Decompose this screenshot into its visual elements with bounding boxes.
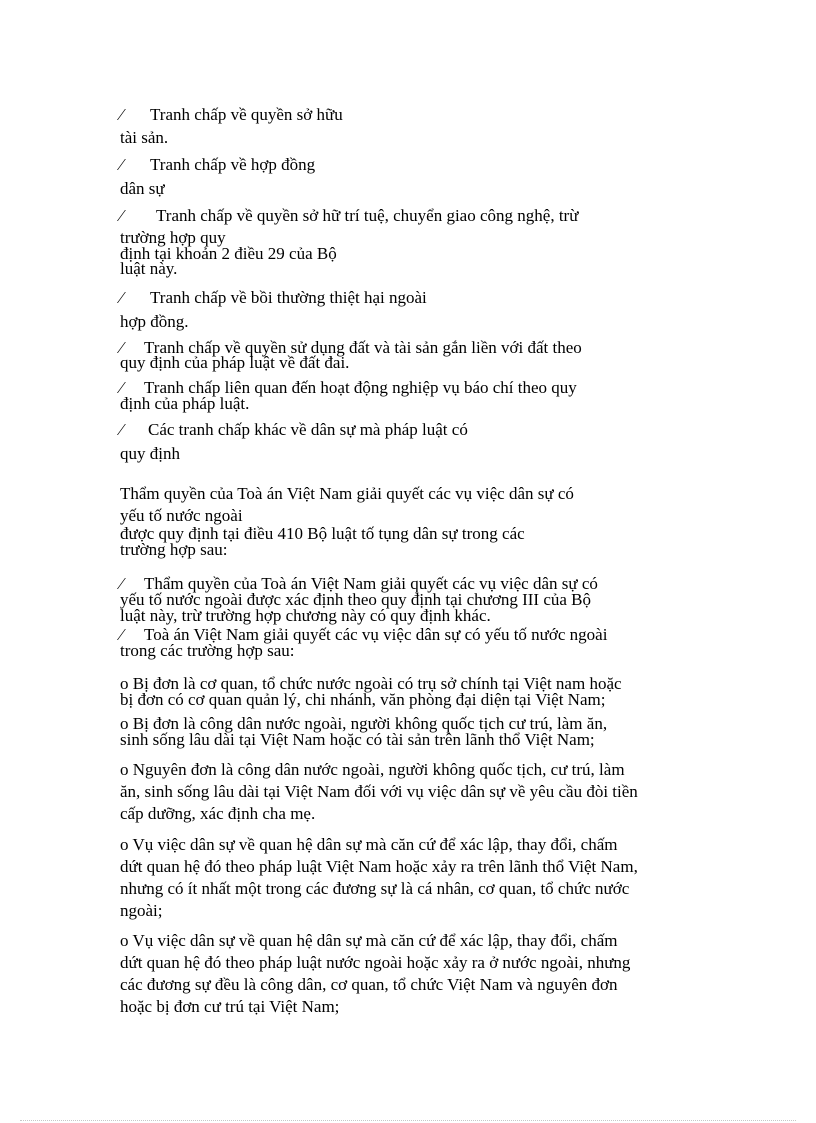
bullet-icon: ⁄ [120, 288, 123, 307]
bullet-icon: ⁄ [120, 338, 123, 357]
case-2-line-2: ăn, sinh sống lâu dài tại Việt Nam đối với vụ việc dân sự về yêu cầu đòi tiền [120, 782, 638, 801]
list-item-0-line-2: tài sản. [120, 128, 169, 147]
case-4-line-4: hoặc bị đơn cư trú tại Việt Nam; [120, 997, 340, 1016]
list-item-1-line-2: dân sự [120, 179, 165, 198]
case-1-line-2: sinh sống lâu dài tại Việt Nam hoặc có tài sản trên lãnh thổ Việt Nam; [120, 730, 595, 749]
jurisdiction-item-0-line-2: yếu tố nước ngoài được xác định theo quy định tại chương III của Bộ [120, 590, 591, 609]
paragraph-jurisdiction-line-4: trường hợp sau: [120, 540, 228, 559]
case-2-line-3: cấp dưỡng, xác định cha mẹ. [120, 804, 316, 823]
bullet-icon: ⁄ [120, 625, 123, 644]
bullet-icon: ⁄ [120, 420, 123, 439]
case-4-line-2: dứt quan hệ đó theo pháp luật nước ngoài hoặc xảy ra ở nước ngoài, nhưng [120, 953, 631, 972]
list-item-4-line-1: ⁄ Tranh chấp về quyền sử dụng đất và tài sản gắn liền với đất theo [120, 338, 582, 357]
list-item-2-line-1: ⁄ Tranh chấp về quyền sở hữ trí tuệ, chuyển giao công nghệ, trừ [120, 206, 579, 225]
case-0-line-1: o Bị đơn là cơ quan, tổ chức nước ngoài có trụ sở chính tại Việt nam hoặc [120, 674, 622, 693]
jurisdiction-item-1-line-2: trong các trường hợp sau: [120, 641, 295, 660]
list-item-6-line-1: ⁄ Các tranh chấp khác về dân sự mà pháp luật có [120, 420, 468, 439]
bullet-icon: ⁄ [120, 155, 123, 174]
bullet-icon: ⁄ [120, 206, 123, 225]
list-item-2-line-4: luật này. [120, 259, 178, 278]
list-item-2-line-3: định tại khoản 2 điều 29 của Bộ [120, 244, 337, 263]
case-3-line-1: o Vụ việc dân sự về quan hệ dân sự mà căn cứ để xác lập, thay đổi, chấm [120, 835, 618, 854]
bullet-icon: ⁄ [120, 105, 123, 124]
case-3-line-4: ngoài; [120, 901, 163, 920]
list-item-6-line-2: quy định [120, 444, 180, 463]
list-item-5-line-2: định của pháp luật. [120, 394, 250, 413]
jurisdiction-item-0-line-1: ⁄ Thẩm quyền của Toà án Việt Nam giải quyết các vụ việc dân sự có [120, 574, 598, 593]
page-bottom-divider [20, 1120, 796, 1121]
bullet-icon: ⁄ [120, 378, 123, 397]
list-item-1-line-1: ⁄ Tranh chấp về hợp đồng [120, 155, 316, 174]
list-item-3-line-2: hợp đồng. [120, 312, 189, 331]
paragraph-jurisdiction-line-2: yếu tố nước ngoài [120, 506, 243, 525]
paragraph-jurisdiction-line-3: được quy định tại điều 410 Bộ luật tố tụng dân sự trong các [120, 524, 525, 543]
case-4-line-1: o Vụ việc dân sự về quan hệ dân sự mà căn cứ để xác lập, thay đổi, chấm [120, 931, 618, 950]
list-item-4-line-2: quy định của pháp luật về đất đai. [120, 353, 350, 372]
case-0-line-2: bị đơn có cơ quan quản lý, chi nhánh, văn phòng đại diện tại Việt Nam; [120, 690, 606, 709]
list-item-5-line-1: ⁄ Tranh chấp liên quan đến hoạt động nghiệp vụ báo chí theo quy [120, 378, 577, 397]
jurisdiction-item-1-line-1: ⁄ Toà án Việt Nam giải quyết các vụ việc dân sự có yếu tố nước ngoài [120, 625, 608, 644]
list-item-0-line-1: ⁄ Tranh chấp về quyền sở hữu [120, 105, 343, 124]
list-item-2-line-2: trường hợp quy [120, 228, 226, 247]
jurisdiction-item-0-line-3: luật này, trừ trường hợp chương này có quy định khác. [120, 606, 491, 625]
case-4-line-3: các đương sự đều là công dân, cơ quan, tổ chức Việt Nam và nguyên đơn [120, 975, 618, 994]
list-item-3-line-1: ⁄ Tranh chấp về bồi thường thiệt hại ngoài [120, 288, 427, 307]
case-1-line-1: o Bị đơn là công dân nước ngoài, người không quốc tịch cư trú, làm ăn, [120, 714, 608, 733]
case-3-line-3: nhưng có ít nhất một trong các đương sự là cá nhân, cơ quan, tổ chức nước [120, 879, 630, 898]
case-2-line-1: o Nguyên đơn là công dân nước ngoài, người không quốc tịch, cư trú, làm [120, 760, 625, 779]
bullet-icon: ⁄ [120, 574, 123, 593]
case-3-line-2: dứt quan hệ đó theo pháp luật Việt Nam hoặc xảy ra trên lãnh thổ Việt Nam, [120, 857, 638, 876]
paragraph-jurisdiction-line-1: Thẩm quyền của Toà án Việt Nam giải quyết các vụ việc dân sự có [120, 484, 574, 503]
